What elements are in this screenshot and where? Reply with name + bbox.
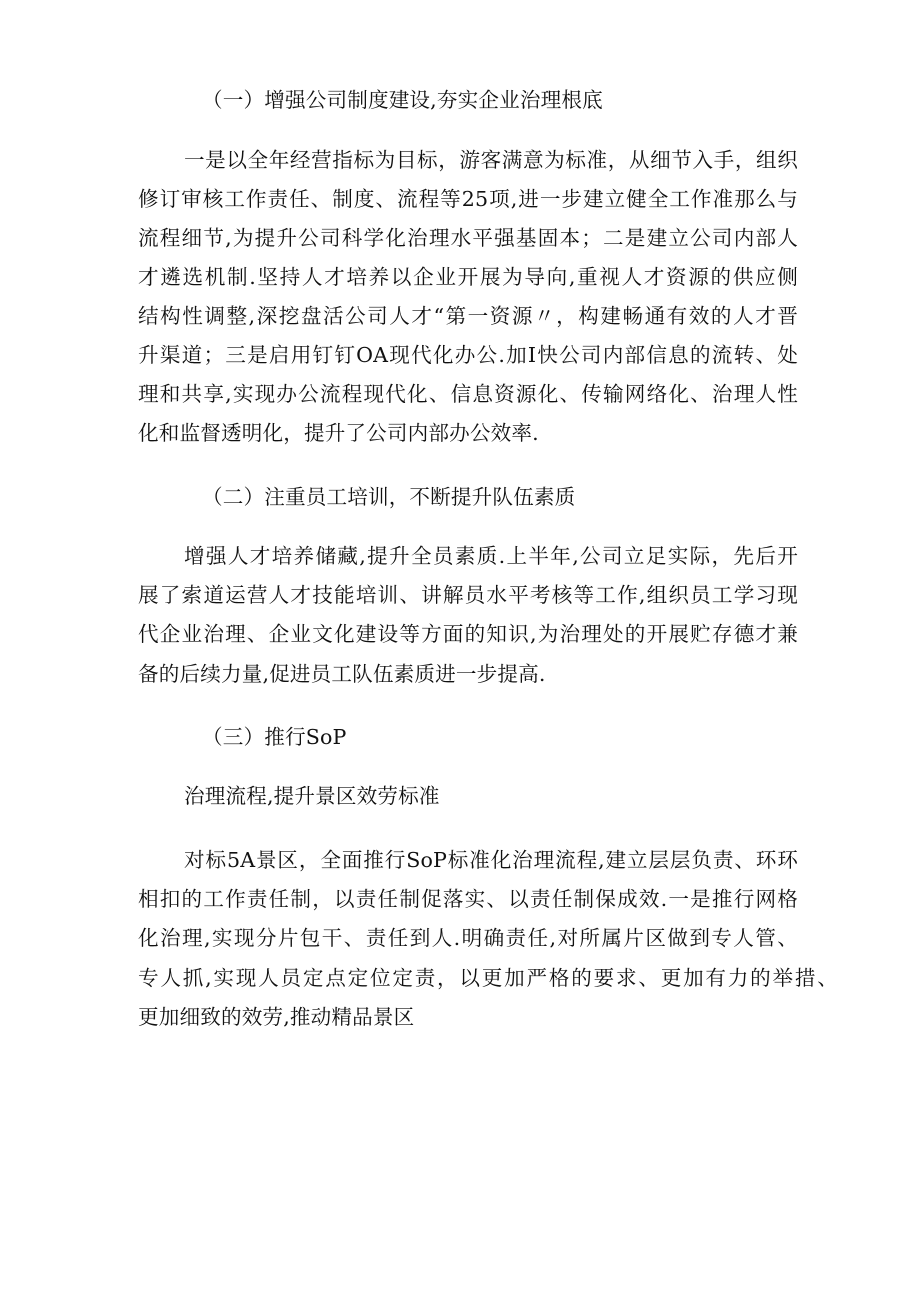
- section-heading-2: （二）注重员工培训，不断提升队伍素质: [202, 485, 576, 509]
- paragraph-1-line-8: 化和监督透明化，提升了公司内部办公效率.: [138, 421, 539, 445]
- paragraph-1-line-4: 才遴选机制.坚持人才培养以企业开展为导向,重视人才资源的供应侧: [138, 265, 798, 289]
- paragraph-2-line-2: 展了索道运营人才技能培训、讲解员水平考核等工作,组织员工学习现: [138, 583, 798, 607]
- paragraph-1-line-6: 升渠道；三是启用钉钉OA现代化办公.加I快公司内部信息的流转、处: [138, 343, 798, 367]
- paragraph-1-line-2: 修订审核工作责任、制度、流程等25项,进一步建立健全工作准那么与: [138, 187, 798, 211]
- paragraph-3-line-4: 专人抓,实现人员定点定位定责，以更加严格的要求、更加有力的举措、: [138, 966, 838, 990]
- subheading: 治理流程,提升景区效劳标准: [184, 784, 440, 808]
- section-heading-3: （三）推行SoP: [202, 725, 347, 749]
- paragraph-1-line-5: 结构性调整,深挖盘活公司人才“第一资源〃，构建畅通有效的人才晋: [138, 304, 798, 328]
- section-heading-1: （一）增强公司制度建设,夯实企业治理根底: [202, 88, 603, 112]
- paragraph-2-line-4: 备的后续力量,促进员工队伍素质进一步提高.: [138, 662, 546, 686]
- paragraph-3-line-2: 相扣的工作责任制，以责任制促落实、以责任制保成效.一是推行网格: [138, 887, 798, 911]
- paragraph-1-line-3: 流程细节,为提升公司科学化治理水平强基固本；二是建立公司内部人: [138, 226, 798, 250]
- paragraph-1-line-7: 理和共享,实现办公流程现代化、信息资源化、传输网络化、治理人性: [138, 382, 798, 406]
- paragraph-3-line-5: 更加细致的效劳,推动精品景区: [138, 1005, 415, 1029]
- paragraph-2-line-3: 代企业治理、企业文化建设等方面的知识,为治理处的开展贮存德才兼: [138, 622, 798, 646]
- paragraph-1-line-1: 一是以全年经营指标为目标，游客满意为标准，从细节入手，组织: [184, 148, 798, 172]
- paragraph-3-line-3: 化治理,实现分片包干、责任到人.明确责任,对所属片区做到专人管、: [138, 926, 798, 950]
- paragraph-2-line-1: 增强人才培养储藏,提升全员素质.上半年,公司立足实际，先后开: [184, 544, 798, 568]
- paragraph-3-line-1: 对标5A景区，全面推行SoP标准化治理流程,建立层层负责、环环: [184, 848, 798, 872]
